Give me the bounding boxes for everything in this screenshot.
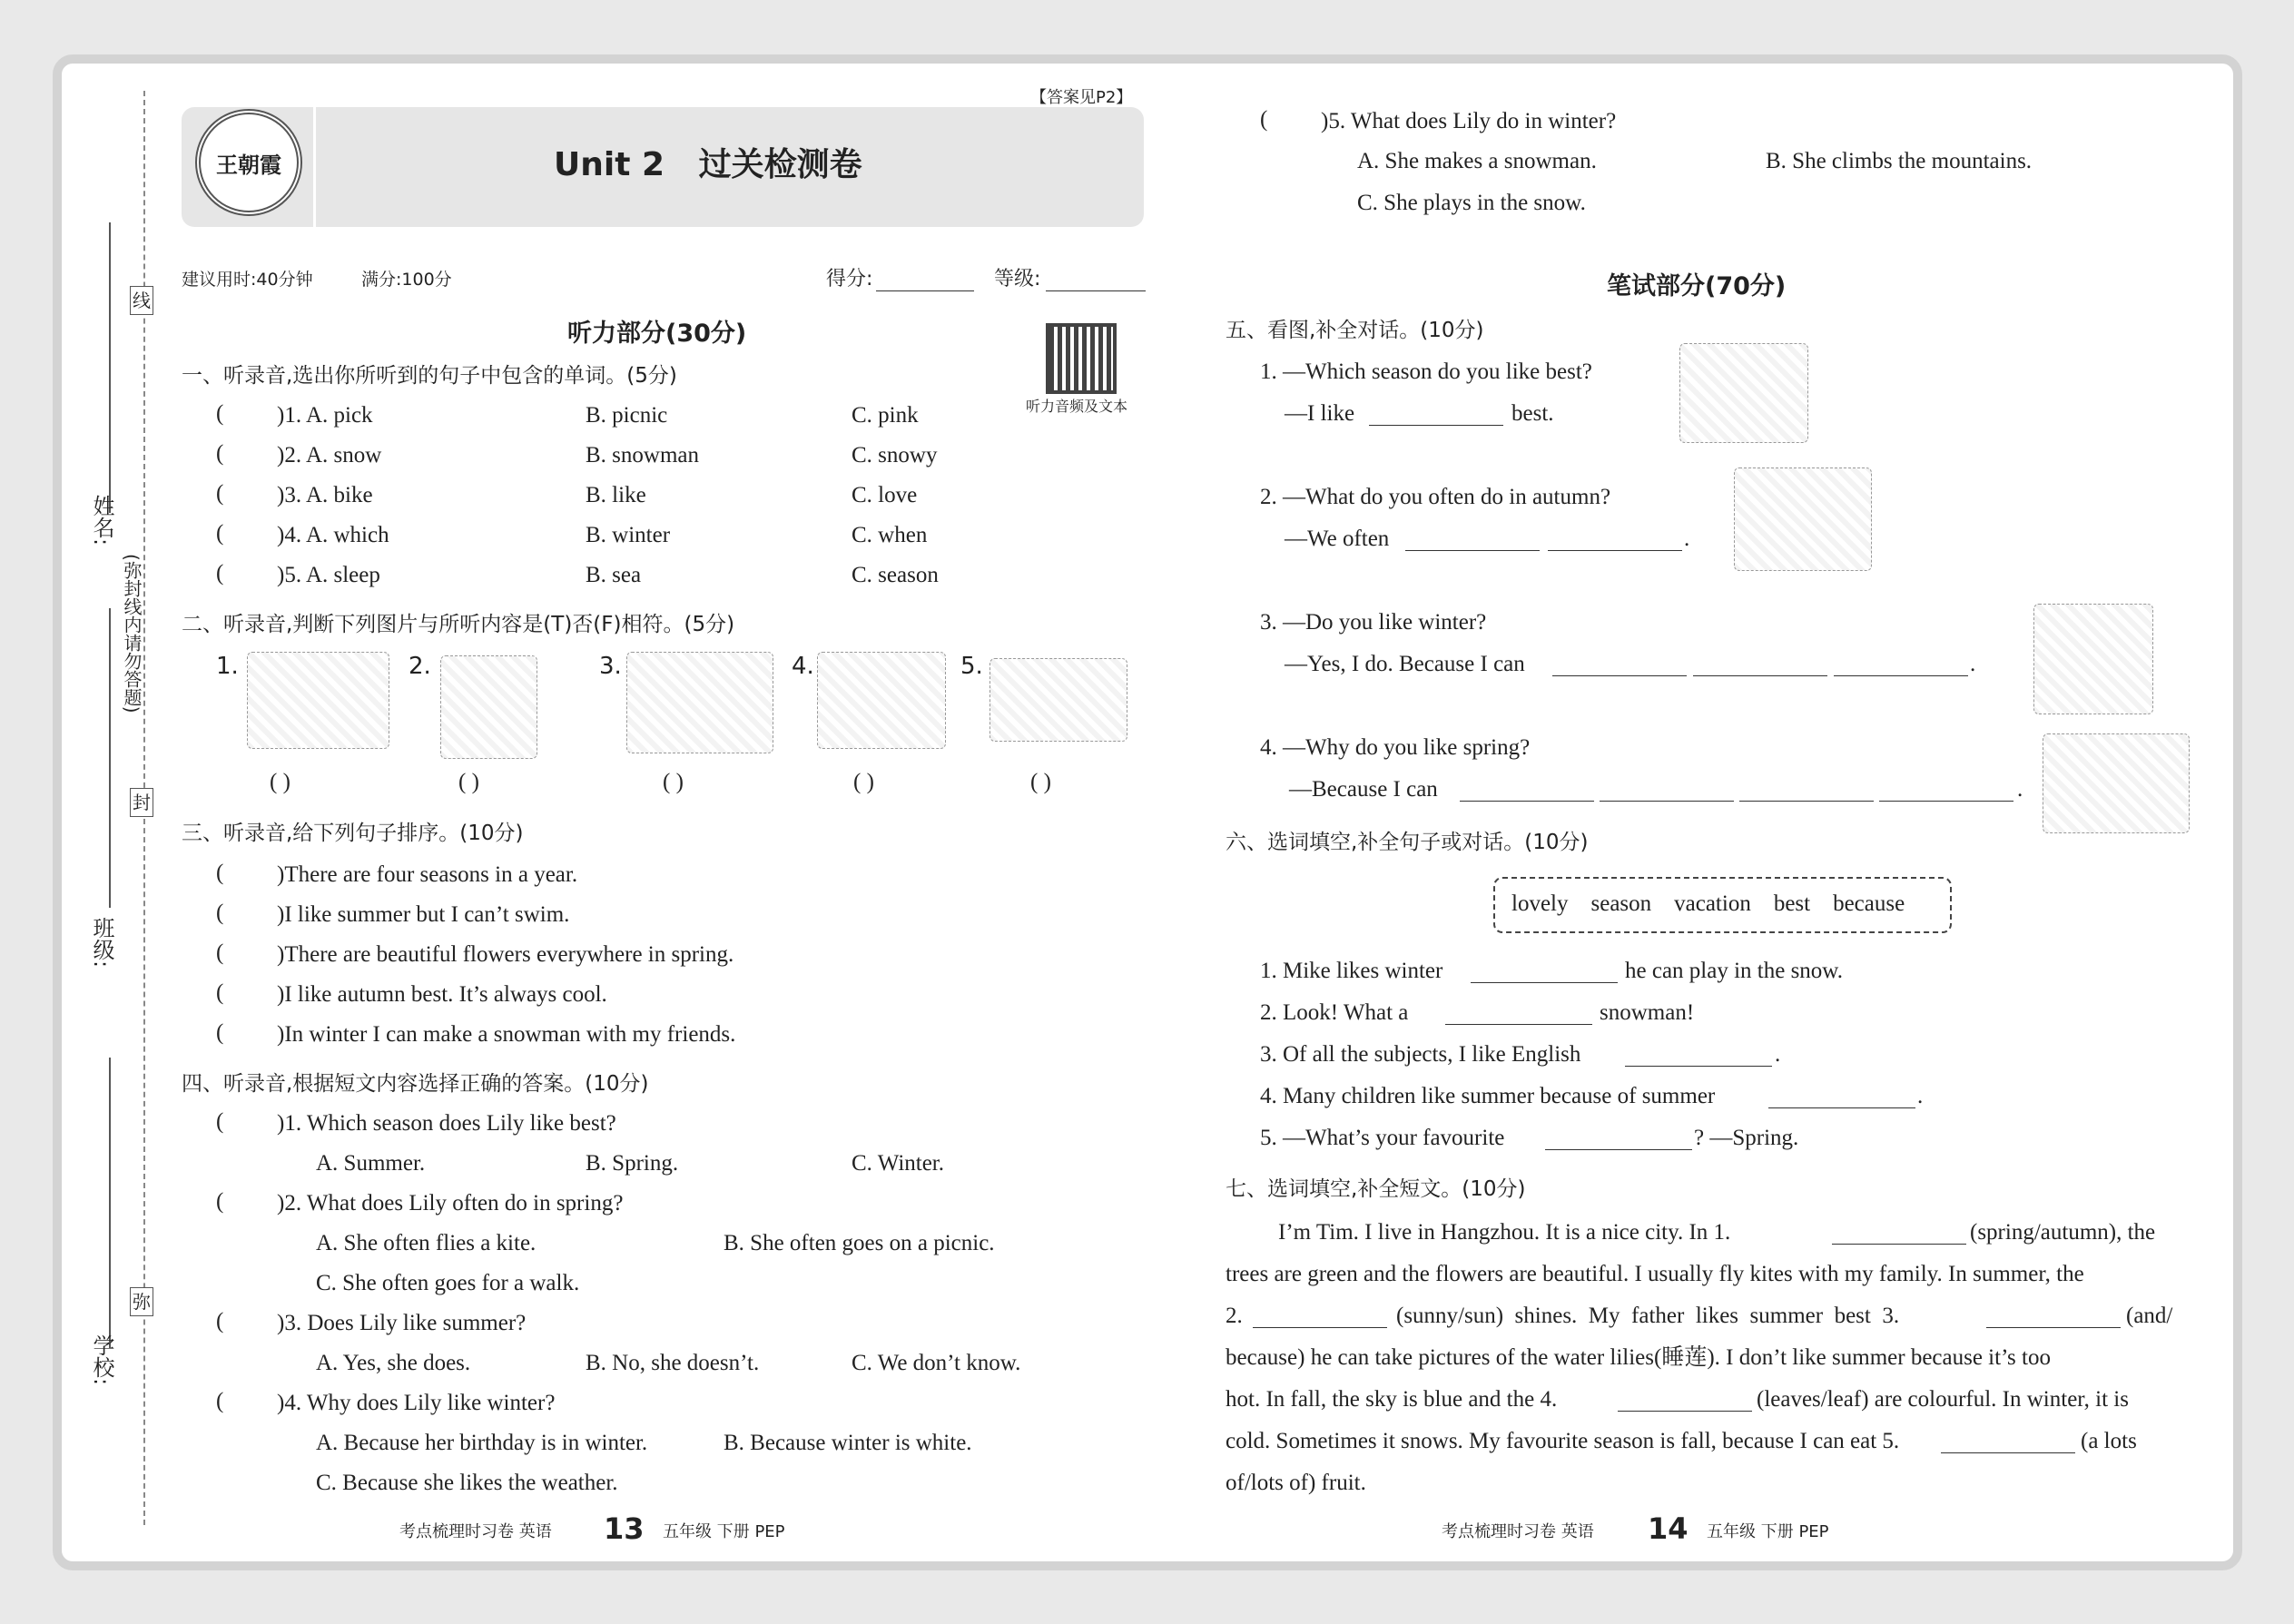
sec6-s2-b: snowman!: [1600, 1000, 1695, 1025]
sec4-q4-b: B. Because winter is white.: [724, 1431, 972, 1455]
sec1-row-5-a: )5. A. sleep: [277, 563, 380, 587]
qr-caption: 听力音频及文本: [1026, 398, 1128, 415]
sec1-row-4-c: C. when: [852, 523, 928, 547]
binding-char-mi: 弥: [130, 1287, 153, 1316]
sec1-row-1-c: C. pink: [852, 403, 919, 428]
sec1-row-5-paren: (: [216, 561, 224, 586]
sec2-answer-4[interactable]: ( ): [853, 770, 874, 794]
sec5-a3-blank-2[interactable]: [1693, 655, 1827, 676]
sec5-q4: 4. —Why do you like spring?: [1260, 735, 1531, 760]
sec7-line-6-a: cold. Sometimes it snows. My favourite season is fall, because I can eat 5.: [1226, 1429, 1900, 1453]
sec4-q3-a: A. Yes, she does.: [316, 1351, 471, 1375]
binding-char-xian: 线: [130, 286, 153, 315]
logo-divider: [313, 107, 316, 227]
sec1-row-4-a: )4. A. which: [277, 523, 389, 547]
sec7-line-5-b: (leaves/leaf) are colourful. In winter, it is: [1757, 1387, 2129, 1412]
sec3-title: 三、听录音,给下列句子排序。(10分): [182, 822, 524, 845]
sec5-picture-2: [1734, 468, 1872, 571]
sec5-a4-period: .: [2017, 777, 2023, 802]
sec6-s2-a: 2. Look! What a: [1260, 1000, 1409, 1025]
sec1-row-4-b: B. winter: [586, 523, 671, 547]
sec1-row-1-a: )1. A. pick: [277, 403, 373, 428]
sec5-a3-period: .: [1970, 652, 1976, 676]
sec3-item-1: )There are four seasons in a year.: [277, 862, 578, 887]
school-label: 学校:: [89, 1334, 114, 1386]
listening-title: 听力部分(30分): [567, 320, 747, 348]
sec2-answer-5[interactable]: ( ): [1030, 770, 1051, 794]
sec2-title: 二、听录音,判断下列图片与所听内容是(T)否(F)相符。(5分): [182, 613, 735, 636]
sec5-a2: —We often: [1285, 527, 1390, 551]
sec4-q2: )2. What does Lily often do in spring?: [277, 1191, 624, 1216]
sec2-picture-4: [817, 652, 946, 749]
sec5-a4-blank-3[interactable]: [1739, 781, 1874, 802]
sec5-q2: 2. —What do you often do in autumn?: [1260, 485, 1611, 509]
sec7-line-3-a: 2.: [1226, 1304, 1243, 1328]
sec4-q4-a: A. Because her birthday is in winter.: [316, 1431, 648, 1455]
sec3-item-3-paren: (: [216, 940, 224, 965]
class-line: [109, 608, 111, 908]
sec6-s1-a: 1. Mike likes winter: [1260, 959, 1443, 983]
sec4-q2-c: C. She often goes for a walk.: [316, 1271, 580, 1295]
grade-label: 等级:: [994, 268, 1041, 290]
sec5-a3-blank-1[interactable]: [1552, 655, 1687, 676]
sec5-a1-blank[interactable]: [1369, 405, 1503, 426]
page-title: Unit 2 过关检测卷: [554, 146, 862, 183]
sec2-num-3: 3.: [599, 653, 622, 680]
sec5-a4-blank-2[interactable]: [1600, 781, 1734, 802]
sec3-item-5-paren: (: [216, 1020, 224, 1045]
sec6-title: 六、选词填空,补全句子或对话。(10分): [1226, 831, 1589, 854]
sec2-num-1: 1.: [216, 653, 239, 680]
sec2-picture-2: [440, 655, 537, 759]
sec6-s3-period: .: [1775, 1042, 1781, 1067]
footer-left-series: 考点梳理时习卷 英语: [399, 1522, 552, 1541]
sec5-picture-3: [2033, 604, 2153, 714]
score-label: 得分:: [826, 268, 873, 290]
sec4-q2-b: B. She often goes on a picnic.: [724, 1231, 995, 1255]
sec4-q2-a: A. She often flies a kite.: [316, 1231, 537, 1255]
sec6-s5-blank[interactable]: [1545, 1129, 1692, 1150]
sec1-row-3-a: )3. A. bike: [277, 483, 373, 507]
sec4-q1-a: A. Summer.: [316, 1151, 426, 1176]
sec2-picture-3: [626, 652, 773, 753]
sec7-blank-3[interactable]: [1986, 1307, 2121, 1328]
written-title: 笔试部分(70分): [1607, 272, 1787, 300]
sec2-num-4: 4.: [792, 653, 814, 680]
sec2-picture-1: [247, 652, 389, 749]
score-blank[interactable]: [876, 271, 974, 291]
sec7-line-5-a: hot. In fall, the sky is blue and the 4.: [1226, 1387, 1558, 1412]
sec5-title: 五、看图,补全对话。(10分): [1226, 319, 1484, 342]
sec2-answer-1[interactable]: ( ): [270, 770, 290, 794]
sec7-blank-5[interactable]: [1941, 1432, 2075, 1453]
sec6-s5-a: 5. —What’s your favourite: [1260, 1126, 1505, 1150]
qr-code-icon: [1046, 323, 1117, 394]
sec1-row-2-paren: (: [216, 441, 224, 466]
sec4-q3-c: C. We don’t know.: [852, 1351, 1021, 1375]
sec4-q3-paren: (: [216, 1309, 224, 1334]
sec1-row-4-paren: (: [216, 521, 224, 546]
sec1-row-2-c: C. snowy: [852, 443, 938, 468]
sec7-line-7: of/lots of) fruit.: [1226, 1471, 1366, 1495]
sec1-row-1-b: B. picnic: [586, 403, 668, 428]
sec1-row-3-paren: (: [216, 481, 224, 506]
sec1-row-3-c: C. love: [852, 483, 918, 507]
sec6-word-box: [1493, 877, 1952, 933]
sec4-q4-c: C. Because she likes the weather.: [316, 1471, 618, 1495]
sec1-row-5-b: B. sea: [586, 563, 642, 587]
sec6-s4-a: 4. Many children like summer because of summer: [1260, 1084, 1716, 1108]
sec1-title: 一、听录音,选出你所听到的句子中包含的单词。(5分): [182, 364, 677, 388]
footer-left-grade: 五年级 下册 PEP: [663, 1522, 785, 1541]
sec4-q1: )1. Which season does Lily like best?: [277, 1111, 616, 1136]
sec3-item-4: )I like autumn best. It’s always cool.: [277, 982, 607, 1007]
sec1-row-2-a: )2. A. snow: [277, 443, 382, 468]
grade-blank[interactable]: [1046, 271, 1146, 291]
sec5-picture-4: [2043, 733, 2190, 833]
sec4-q5: )5. What does Lily do in winter?: [1321, 109, 1617, 133]
sec4-q1-b: B. Spring.: [586, 1151, 679, 1176]
class-label: 班级:: [89, 917, 114, 969]
logo-text: 王朝霞: [216, 152, 281, 178]
sec6-s3-blank[interactable]: [1625, 1046, 1772, 1067]
sec5-a2-blank-1[interactable]: [1405, 530, 1540, 551]
sec3-item-1-paren: (: [216, 861, 224, 885]
sec2-num-2: 2.: [409, 653, 431, 680]
binding-note: (弥封线内请勿答题): [121, 554, 143, 714]
sec6-s5-b: ? —Spring.: [1694, 1126, 1799, 1150]
full-score: 满分:100分: [361, 270, 452, 290]
sec3-item-2-paren: (: [216, 901, 224, 925]
sec3-item-5: )In winter I can make a snowman with my friends.: [277, 1022, 736, 1047]
sec7-line-2: trees are green and the flowers are beautiful. I usually fly kites with my family. In summer, the: [1226, 1262, 2084, 1286]
sec5-a4-blank-1[interactable]: [1460, 781, 1594, 802]
sec7-line-6-b: (a lots: [2081, 1429, 2137, 1453]
sec7-line-4: because) he can take pictures of the water lilies(睡莲). I don’t like summer because it’s too: [1226, 1345, 2051, 1370]
sec4-q3: )3. Does Lily like summer?: [277, 1311, 527, 1335]
logo-badge: [195, 109, 302, 216]
sec1-row-2-b: B. snowman: [586, 443, 699, 468]
footer-right-page: 14: [1648, 1511, 1689, 1546]
sec3-item-4-paren: (: [216, 980, 224, 1005]
sec2-picture-5: [989, 658, 1127, 742]
sec6-s2-blank[interactable]: [1445, 1004, 1592, 1025]
sec4-q1-paren: (: [216, 1109, 224, 1134]
sec4-q3-b: B. No, she doesn’t.: [586, 1351, 760, 1375]
answer-reference: 【答案见P2】: [1030, 88, 1133, 107]
sec4-q5-paren: (: [1260, 107, 1268, 132]
sec5-a3-blank-3[interactable]: [1834, 655, 1968, 676]
sec3-item-3: )There are beautiful flowers everywhere in spring.: [277, 942, 734, 967]
sec5-a4-blank-4[interactable]: [1879, 781, 2013, 802]
sec5-a3: —Yes, I do. Because I can: [1285, 652, 1525, 676]
name-line: [109, 222, 111, 513]
sec5-a2-blank-2[interactable]: [1548, 530, 1682, 551]
sec7-blank-2[interactable]: [1253, 1307, 1387, 1328]
sec4-q4: )4. Why does Lily like winter?: [277, 1391, 556, 1415]
sec7-blank-4[interactable]: [1618, 1391, 1752, 1412]
sec6-s1-b: he can play in the snow.: [1625, 959, 1843, 983]
sec6-s1-blank[interactable]: [1471, 962, 1618, 983]
sec7-line-1-b: (spring/autumn), the: [1970, 1220, 2156, 1245]
sec2-num-5: 5.: [960, 653, 983, 680]
footer-right-series: 考点梳理时习卷 英语: [1442, 1522, 1594, 1541]
sec4-q2-paren: (: [216, 1189, 224, 1214]
sec1-row-3-b: B. like: [586, 483, 646, 507]
sec3-item-2: )I like summer but I can’t swim.: [277, 902, 570, 927]
sec5-a2-period: .: [1684, 527, 1690, 551]
sec7-line-1-a: I’m Tim. I live in Hangzhou. It is a nice city. In 1.: [1278, 1220, 1731, 1245]
sec6-word-list: lovely season vacation best because: [1511, 891, 1905, 916]
sec5-q3: 3. —Do you like winter?: [1260, 610, 1487, 635]
footer-left-page: 13: [604, 1511, 645, 1546]
sec7-line-3-c: (and/: [2126, 1304, 2173, 1328]
sec5-picture-1: [1679, 343, 1808, 443]
sec1-row-1-paren: (: [216, 401, 224, 426]
school-line: [109, 1058, 111, 1348]
sec4-q5-a: A. She makes a snowman.: [1357, 149, 1597, 173]
sec7-blank-1[interactable]: [1832, 1224, 1966, 1245]
sec2-answer-3[interactable]: ( ): [663, 770, 684, 794]
sec6-s4-period: .: [1917, 1084, 1924, 1108]
sec4-q5-b: B. She climbs the mountains.: [1766, 149, 2033, 173]
sec1-row-5-c: C. season: [852, 563, 939, 587]
footer-right-grade: 五年级 下册 PEP: [1707, 1522, 1829, 1541]
sec6-s3-a: 3. Of all the subjects, I like English: [1260, 1042, 1581, 1067]
sec4-q1-c: C. Winter.: [852, 1151, 945, 1176]
binding-char-feng: 封: [130, 788, 153, 817]
sec4-q5-c: C. She plays in the snow.: [1357, 191, 1586, 215]
sec4-title: 四、听录音,根据短文内容选择正确的答案。(10分): [182, 1072, 649, 1096]
sec2-answer-2[interactable]: ( ): [458, 770, 479, 794]
sec5-a1: —I like: [1285, 401, 1355, 426]
sec5-a4: —Because I can: [1289, 777, 1438, 802]
sec5-q1: 1. —Which season do you like best?: [1260, 359, 1592, 384]
sec7-title: 七、选词填空,补全短文。(10分): [1226, 1177, 1526, 1201]
sec7-line-3-b: (sunny/sun) shines. My father likes summer best 3.: [1396, 1304, 1900, 1328]
name-label: 姓名:: [89, 495, 114, 546]
sec5-a1-end: best.: [1511, 401, 1554, 426]
suggested-time: 建议用时:40分钟: [182, 270, 313, 290]
sec4-q4-paren: (: [216, 1389, 224, 1413]
sec6-s4-blank[interactable]: [1768, 1088, 1915, 1108]
